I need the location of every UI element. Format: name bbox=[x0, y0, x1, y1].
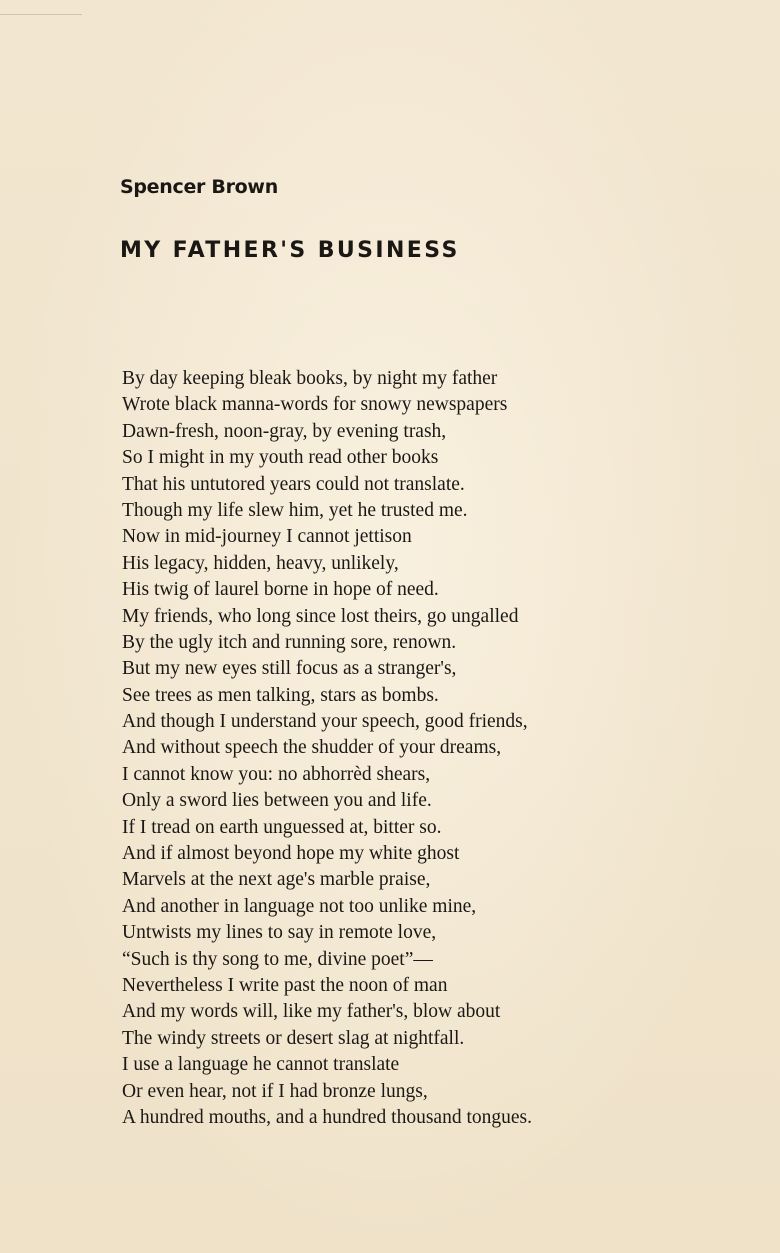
poem-line: And another in language not too unlike mine, bbox=[122, 895, 477, 917]
poem-body bbox=[122, 366, 532, 1131]
poem-line: Though my life slew him, yet he trusted me. bbox=[122, 499, 468, 521]
corner-rule bbox=[0, 14, 82, 15]
poem-line: Wrote black manna-words for snowy newspapers bbox=[122, 394, 508, 416]
poem-line: I use a language he cannot translate bbox=[122, 1054, 400, 1076]
poem-line: And without speech the shudder of your dreams, bbox=[122, 737, 502, 759]
poem-line: Or even hear, not if I had bronze lungs, bbox=[122, 1080, 428, 1102]
poem-line: If I tread on earth unguessed at, bitter so. bbox=[122, 816, 442, 838]
poem-line: But my new eyes still focus as a stranger's, bbox=[122, 658, 457, 680]
poem-line: By the ugly itch and running sore, renown. bbox=[122, 631, 457, 653]
poem-line: Marvels at the next age's marble praise, bbox=[122, 869, 431, 891]
poem-line: And my words will, like my father's, blow about bbox=[122, 1001, 501, 1023]
poem-line: And if almost beyond hope my white ghost bbox=[122, 843, 460, 865]
poem-line: His twig of laurel borne in hope of need. bbox=[122, 579, 439, 601]
poem-line: Only a sword lies between you and life. bbox=[122, 790, 432, 812]
poem-line: So I might in my youth read other books bbox=[122, 447, 439, 469]
author-name: Spencer Brown bbox=[120, 176, 278, 198]
poem-line: That his untutored years could not translate. bbox=[122, 473, 465, 495]
poem-line: A hundred mouths, and a hundred thousand tongues. bbox=[122, 1106, 532, 1128]
poem-line: “Such is thy song to me, divine poet”— bbox=[122, 948, 433, 970]
poem-line: By day keeping bleak books, by night my father bbox=[122, 368, 498, 389]
poem-line: I cannot know you: no abhorrèd shears, bbox=[122, 763, 431, 785]
poem-line: Untwists my lines to say in remote love, bbox=[122, 922, 437, 944]
poem-line: My friends, who long since lost theirs, go ungalled bbox=[122, 605, 519, 627]
poem-line: Dawn-fresh, noon-gray, by evening trash, bbox=[122, 420, 447, 442]
poem-title: MY FATHER'S BUSINESS bbox=[120, 238, 460, 263]
poem-line: His legacy, hidden, heavy, unlikely, bbox=[122, 552, 399, 574]
poem-line: Now in mid-journey I cannot jettison bbox=[122, 526, 412, 548]
poem-line: See trees as men talking, stars as bombs. bbox=[122, 684, 439, 706]
poem-line: And though I understand your speech, good friends, bbox=[122, 711, 528, 733]
poem-line: Nevertheless I write past the noon of man bbox=[122, 974, 448, 996]
poem-line: The windy streets or desert slag at nightfall. bbox=[122, 1027, 465, 1049]
